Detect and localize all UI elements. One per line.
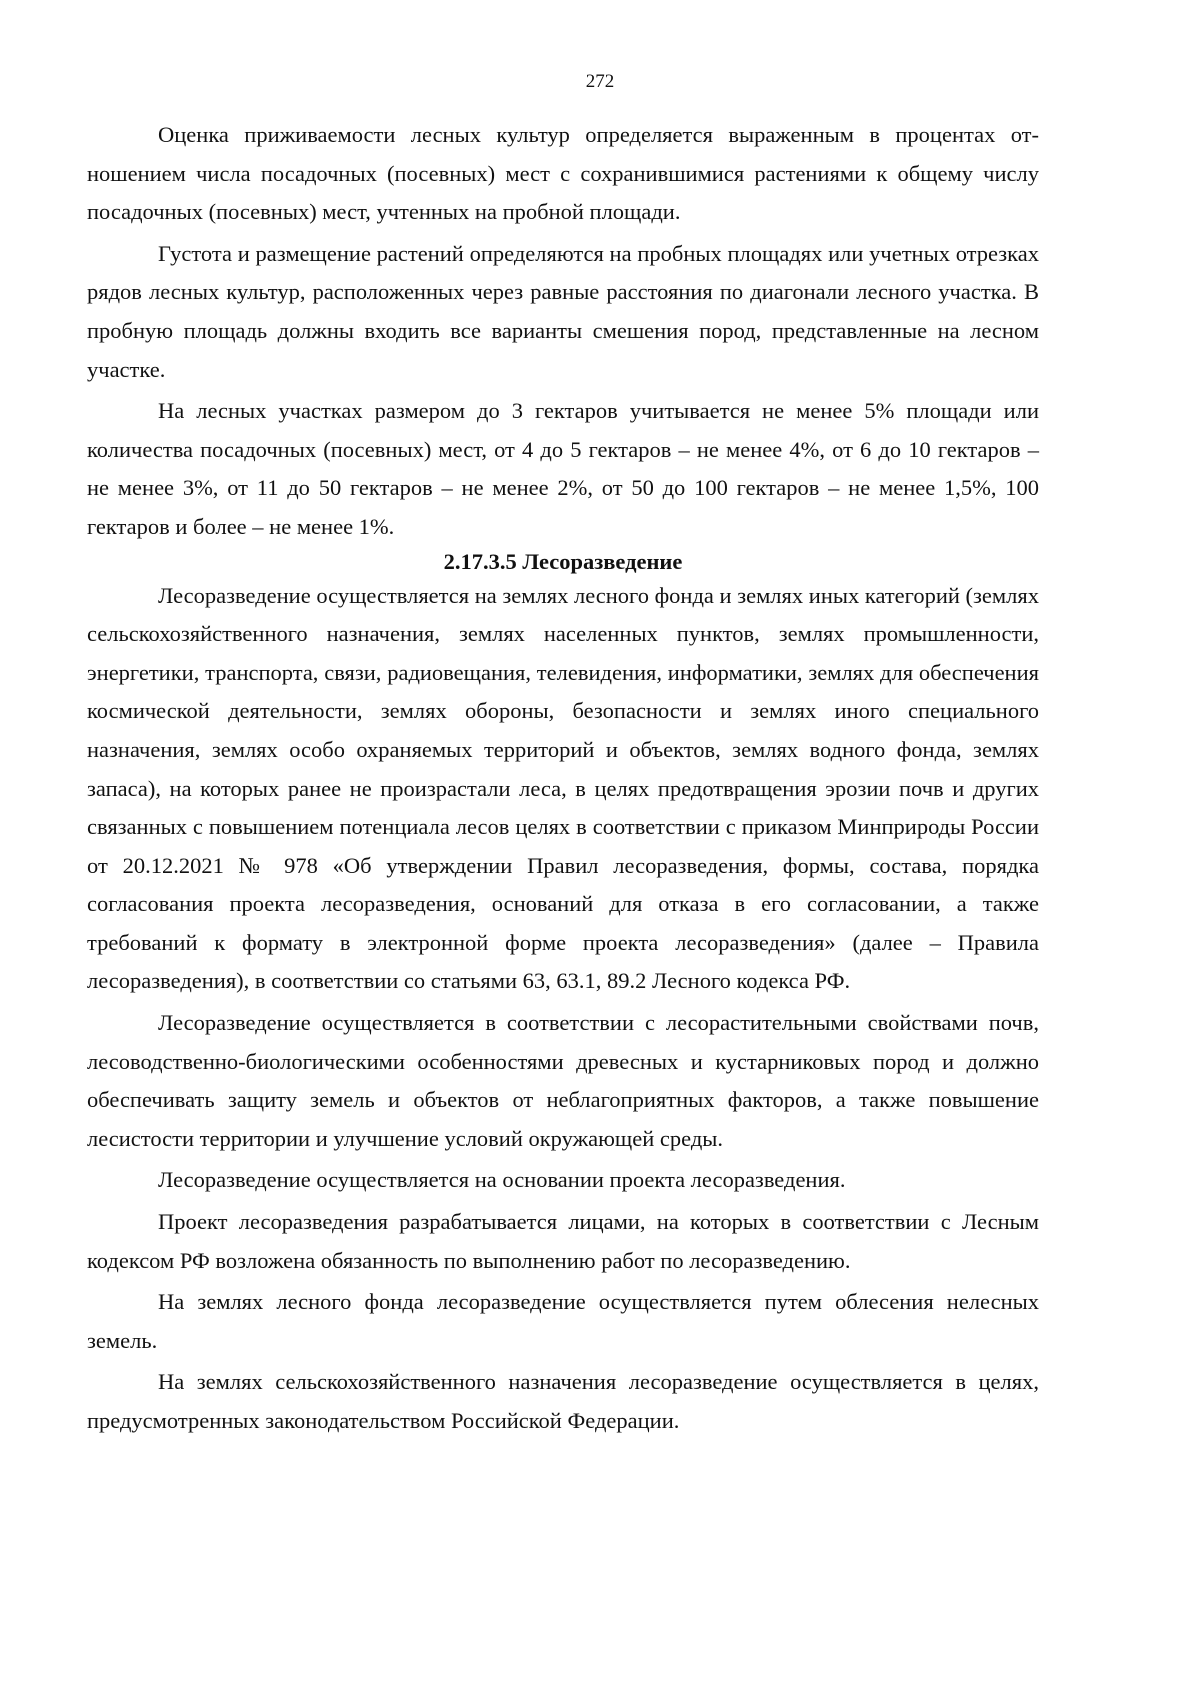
paragraph-sample-area: На лесных участках размером до 3 гектаров учитывается не менее 5% площади или количества посадочных (посевных) мест, от 4 до 5 гектаров – не менее 4%, от 6 до 10 гектаров – не менее 3%, от 11 до 50 гектаров – не менее 2%, от 50 до 100 гектаров – не менее 1,5%, 100 гектаров и более – не менее 1%. [87, 398, 1039, 539]
paragraph-plant-density: Густота и размещение растений определяются на пробных площадях или учетных отрезках рядов лесных культур, расположенных через равные расстояния по диагонали лесного участка. В пробную площадь должны входить все варианты смешения пород, представленные на лесном участке. [87, 240, 1039, 382]
section-heading: 2.17.3.5 Лесоразведение [443, 548, 683, 574]
document-body [87, 116, 1039, 1444]
paragraph-afforestation-project-basis: Лесоразведение осуществляется на основании проекта лесоразведения. [158, 1167, 846, 1193]
paragraph-agricultural-lands: На землях сельскохозяйственного назначения лесоразведение осуществляется в целях, предусмотренных законодательством Российской Федерации. [87, 1369, 1039, 1433]
paragraph-project-developers: Проект лесоразведения разрабатывается лицами, на которых в соответствии с Лесным кодексом РФ возложена обязанность по выполнению работ по лесоразведению. [87, 1209, 1039, 1273]
paragraph-afforestation-properties: Лесоразведение осуществляется в соответствии с лесорастительными свойствами почв, лесоводственно-биологическими особенностями древесных и кустарниковых пород и должно обеспечивать защиту земель и объектов от неблагоприятных факторов, а также повышение лесистости территории и улучшение условий окружающей среды. [87, 1010, 1039, 1151]
paragraph-afforestation-lands: Лесоразведение осуществляется на землях лесного фонда и землях иных категорий (землях сельскохозяйственного назначения, землях населенных пунктов, землях промышленности, энергетики, транспорта, связи, радиовещания, телевидения, информатики, землях для обеспечения космической деятельности, землях обороны, безопасности и землях иного специального назначения, землях особо охраняемых территорий и объектов, землях водного фонда, землях запаса), на которых ранее не произрастали леса, в целях предотвращения эрозии почв и других связанных с повышением потенциала лесов целях в соответствии с приказом Минприроды России от 20.12.2021 № 978 «Об утверждении Правил лесоразведения, формы, состава, порядка согласования проекта лесоразведения, оснований для отказа в его согласовании, а также требований к формату в электронной форме проекта лесоразведения» (далее – Правила лесоразведения), в соответствии со статьями 63, 63.1, 89.2 Лесного кодекса РФ. [87, 582, 1039, 994]
paragraph-survival-rate: Оценка приживаемости лесных культур определяется выраженным в процентах отношением числа посадочных (посевных) мест с сохранившимися растениями к общему числу посадочных (посевных) мест, учтенных на пробной площади. [87, 122, 1039, 225]
paragraph-forest-fund-lands: На землях лесного фонда лесоразведение осуществляется путем облесения нелесных земель. [87, 1289, 1039, 1353]
page-number: 272 [585, 71, 615, 92]
